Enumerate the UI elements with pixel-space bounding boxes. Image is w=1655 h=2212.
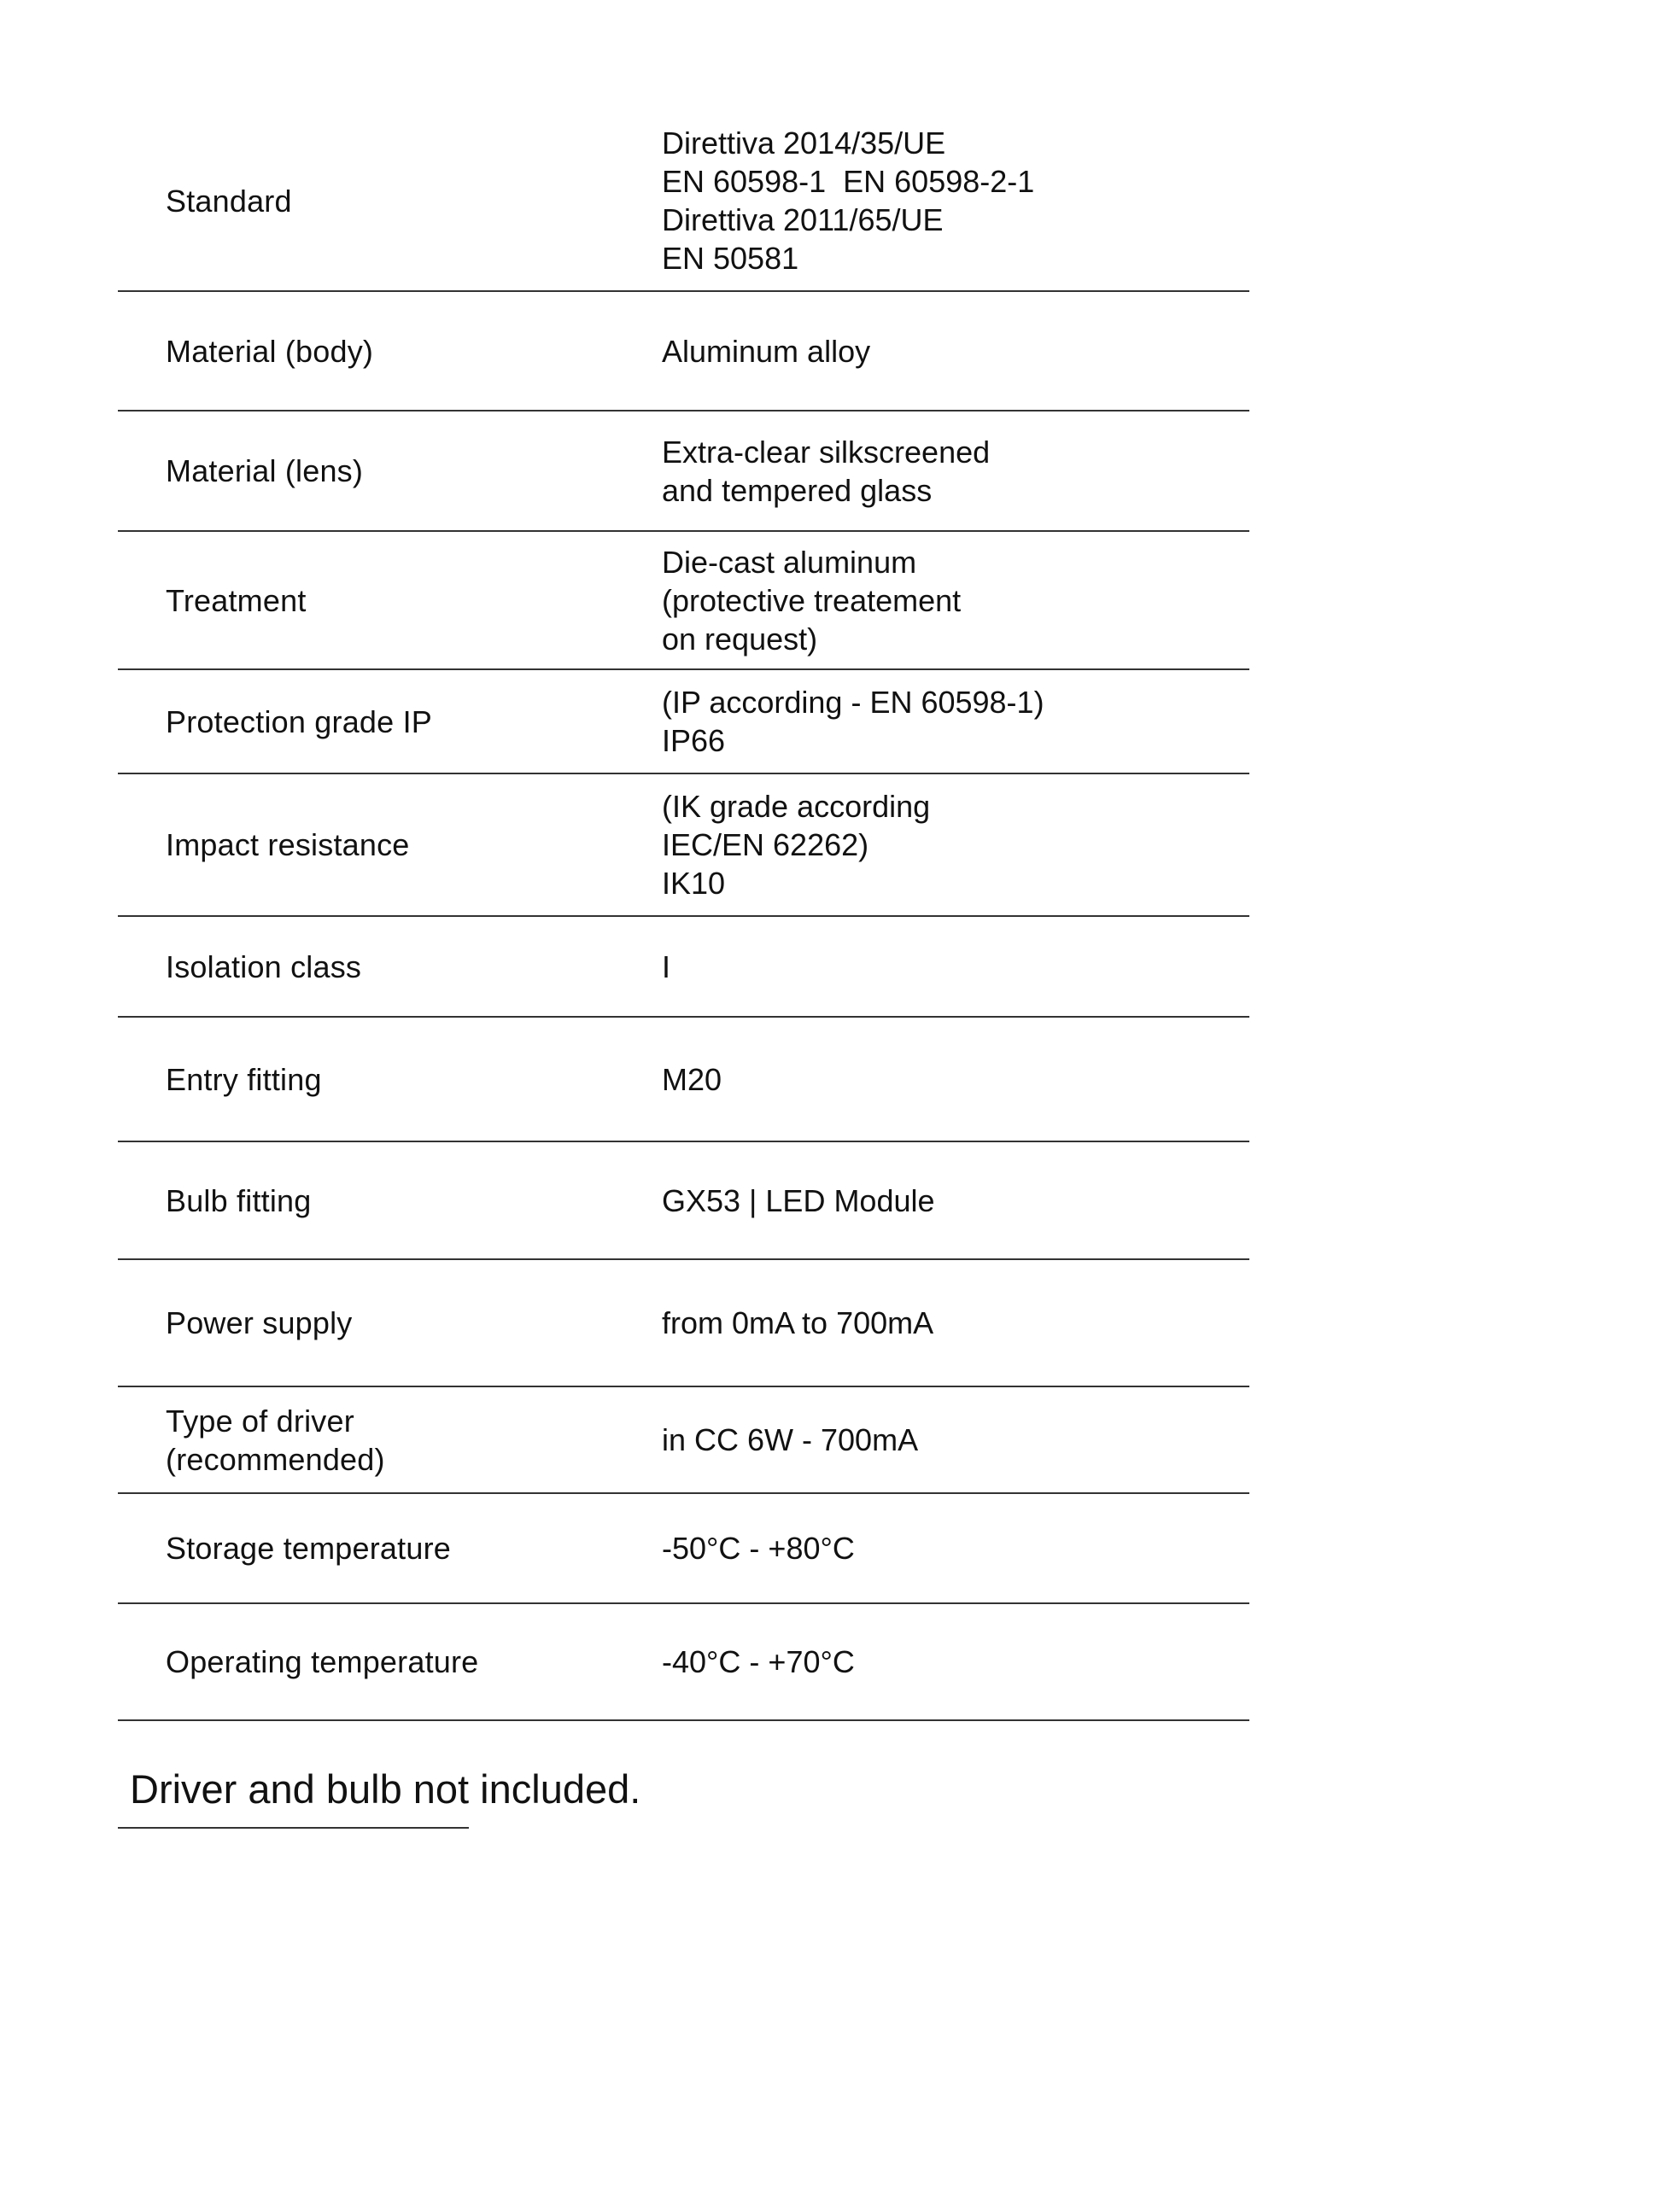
spec-value-line: Extra-clear silkscreened [662,434,991,470]
footnote: Driver and bulb not included. [130,1766,641,1812]
spec-label: Impact resistance [166,827,410,862]
spec-value-line: IP66 [662,723,726,758]
spec-row [118,774,1249,917]
spec-value [662,1529,855,1567]
spec-label: Type of driver (recommended) [166,1403,385,1477]
spec-value-line: M20 [662,1061,722,1097]
spec-value-line: Aluminum alloy [662,333,871,369]
spec-value-line: Direttiva 2014/35/UE [662,125,946,161]
spec-value [662,787,930,902]
spec-value [662,1421,918,1459]
spec-value-line: (IP according - EN 60598-1) [662,685,1044,720]
spec-value-line: (protective treatement [662,582,962,618]
spec-value-line: (IK grade according [662,789,931,824]
spec-value [662,1643,855,1681]
spec-row [118,1604,1249,1721]
spec-row [118,1018,1249,1142]
spec-value [662,332,870,371]
spec-label: Standard [166,183,292,219]
spec-row [118,670,1249,774]
spec-label: Storage temperature [166,1531,451,1566]
spec-value [662,1304,933,1342]
spec-row [118,411,1249,532]
spec-label: Isolation class [166,948,362,984]
spec-row [118,1142,1249,1260]
spec-row [118,1494,1249,1604]
spec-value [662,1060,722,1099]
spec-label: Operating temperature [166,1644,479,1679]
spec-value-line: IEC/EN 62262) [662,827,869,862]
spec-value-line: on request) [662,621,818,657]
spec-value-line: Die-cast aluminum [662,544,917,580]
spec-label: Material (body) [166,333,374,369]
spec-row [118,111,1249,292]
spec-value-line: -50°C - +80°C [662,1531,855,1566]
spec-label: Treatment [166,582,307,618]
spec-value-line: IK10 [662,866,726,901]
spec-row [118,532,1249,670]
spec-label: Protection grade IP [166,703,432,739]
spec-value-line: I [662,948,671,984]
spec-value-line: and tempered glass [662,472,933,508]
spec-row [118,292,1249,411]
spec-value [662,948,670,986]
spec-label: Bulb fitting [166,1182,312,1218]
spec-value-line: EN 60598-1 EN 60598-2-1 [662,164,1035,199]
spec-value [662,683,1044,760]
spec-value [662,433,990,510]
spec-value [662,543,961,658]
spec-value-line: -40°C - +70°C [662,1644,855,1679]
spec-value [662,124,1034,277]
spec-label: Entry fitting [166,1061,322,1097]
spec-value-line: from 0mA to 700mA [662,1305,934,1340]
spec-label: Material (lens) [166,453,364,488]
spec-value-line: Direttiva 2011/65/UE [662,202,944,237]
spec-value [662,1182,935,1220]
spec-value-line: in CC 6W - 700mA [662,1422,919,1457]
spec-label: Power supply [166,1305,353,1340]
footnote-divider [118,1827,469,1829]
spec-row [118,917,1249,1018]
spec-row [118,1387,1249,1494]
spec-value-line: GX53 | LED Module [662,1182,935,1218]
spec-row [118,1260,1249,1387]
spec-value-line: EN 50581 [662,241,799,276]
